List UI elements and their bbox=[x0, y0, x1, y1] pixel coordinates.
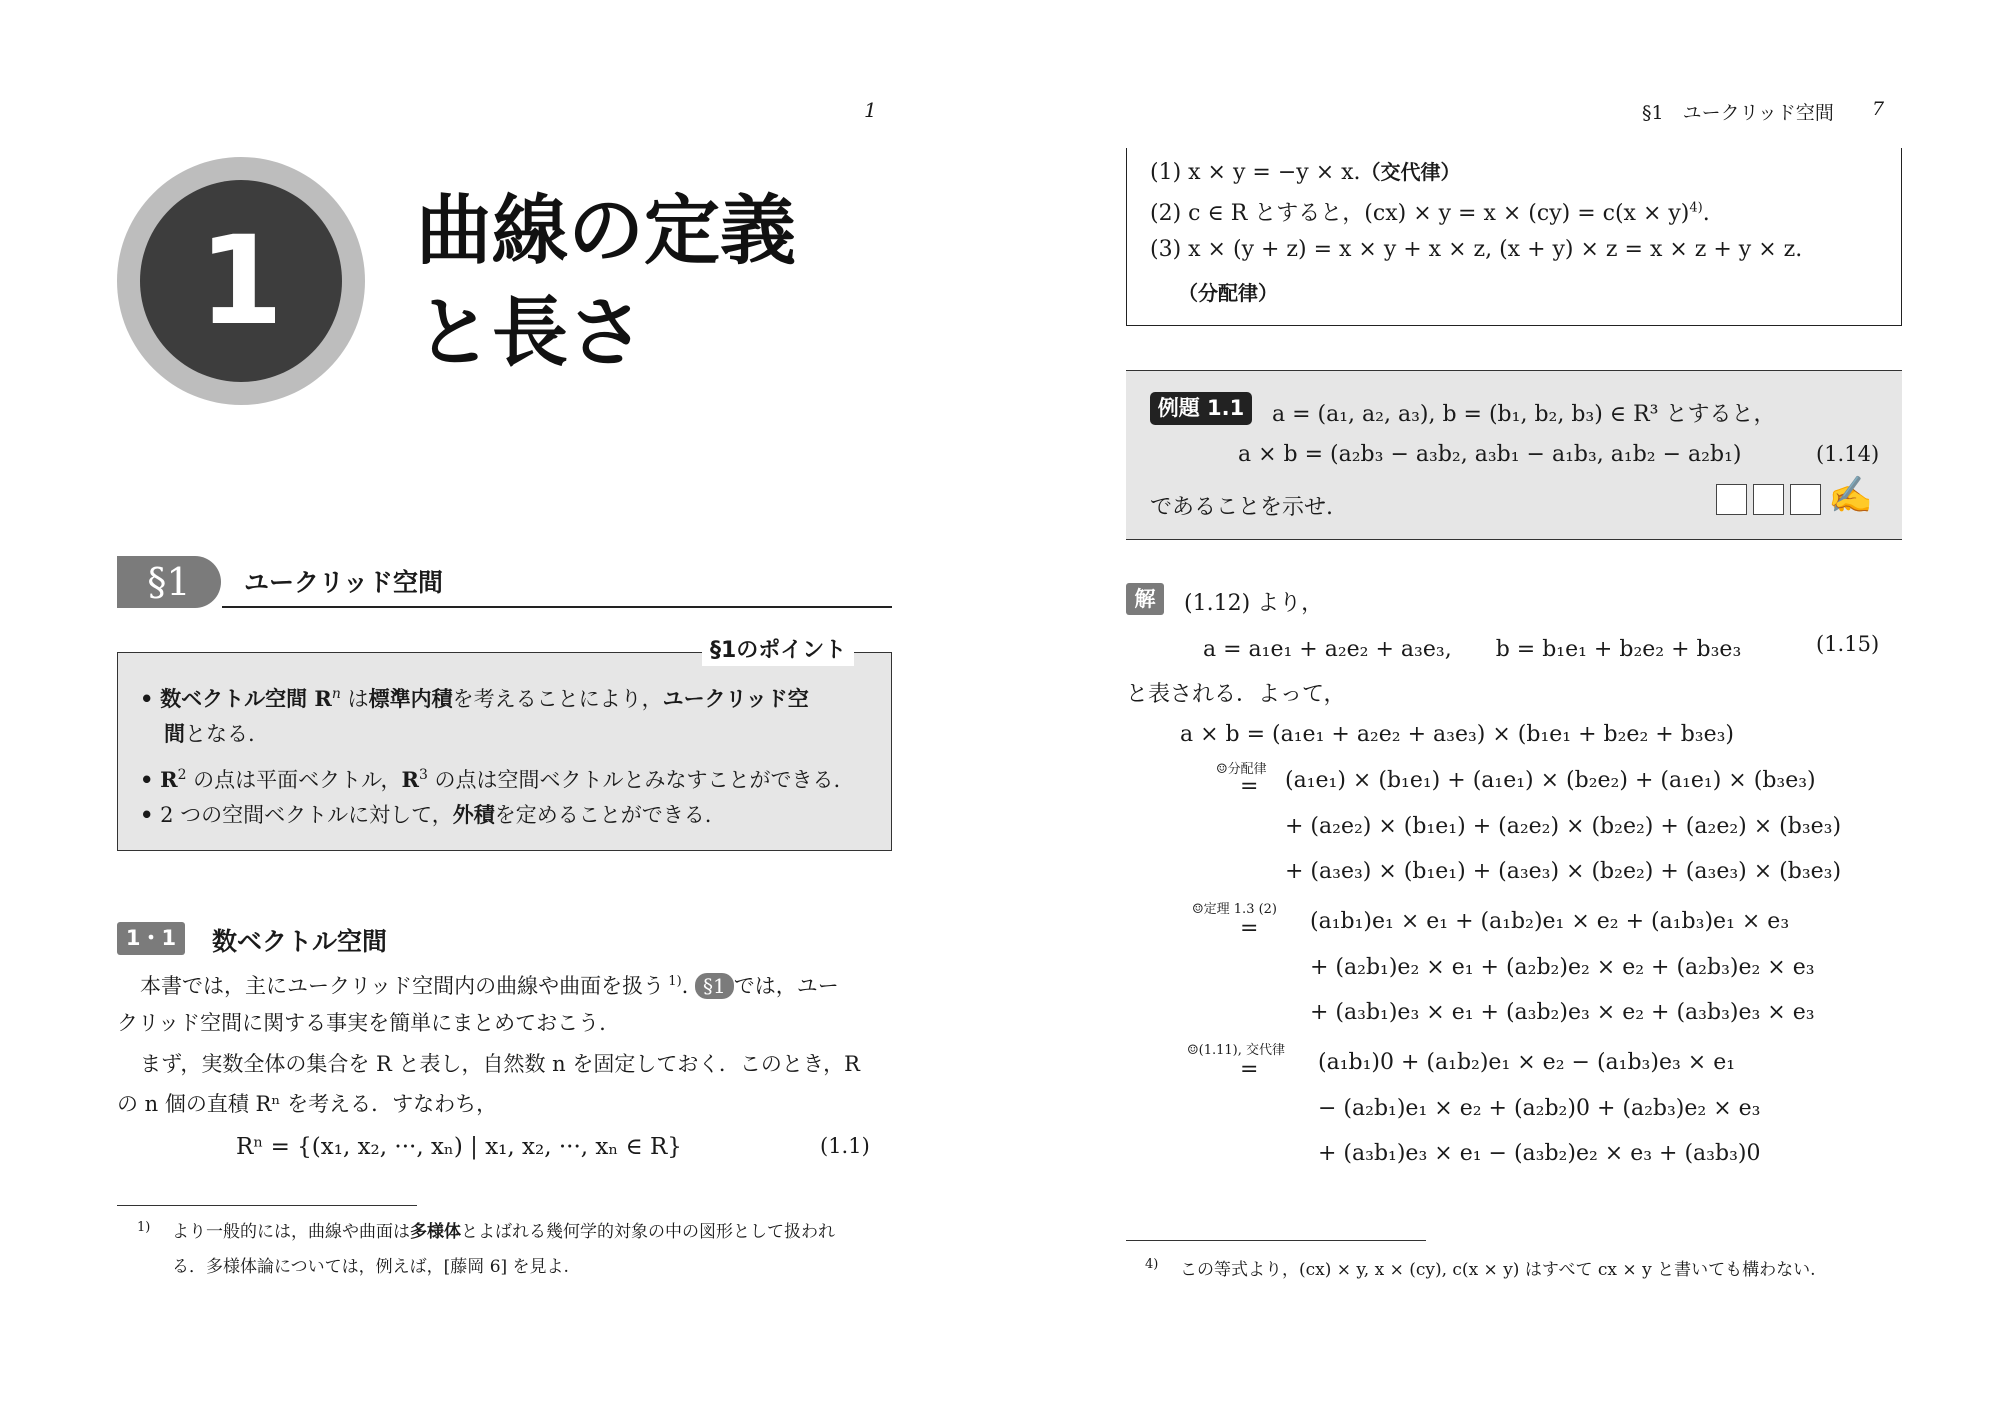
derivation-equals: = bbox=[1240, 774, 1259, 799]
derivation-equals: = bbox=[1240, 916, 1259, 941]
point-bold-text: ユークリッド空 bbox=[662, 687, 809, 711]
derivation-line-8: (a₁b₁)0 + (a₁b₂)e₁ × e₂ − (a₁b₃)e₃ × e₁ bbox=[1318, 1050, 1736, 1075]
point-text: は bbox=[340, 687, 369, 711]
derivation-line-7: + (a₃b₁)e₃ × e₁ + (a₃b₂)e₃ × e₂ + (a₃b₃)e₃ × e₃ bbox=[1310, 1000, 1815, 1025]
point-item-1 bbox=[140, 680, 809, 713]
point-text: を考えることにより， bbox=[452, 687, 663, 711]
point-item-2 bbox=[140, 761, 840, 794]
derivation-line-1: a × b = (a₁e₁ + a₂e₂ + a₃e₃) × (b₁e₁ + b₂e₂ + b₃e₃) bbox=[1180, 722, 1735, 747]
chapter-title bbox=[416, 180, 796, 384]
equation-1-14: a × b = (a₂b₃ − a₃b₂, a₃b₁ − a₁b₃, a₁b₂ − a₂b₁) bbox=[1238, 442, 1742, 467]
check-box-2[interactable] bbox=[1753, 484, 1784, 515]
point-bold-text: 外積 bbox=[452, 803, 495, 827]
section-rule bbox=[222, 606, 892, 608]
pencil-icon: ✍ bbox=[1828, 475, 1873, 516]
body-text: では，ユー bbox=[733, 974, 839, 998]
property-label: （交代律） bbox=[1360, 160, 1461, 184]
equation-1-1: Rⁿ = {(x₁, x₂, ···, xₙ) | x₁, x₂, ···, xₙ ∈ R} bbox=[236, 1134, 682, 1160]
section-tab: §1 bbox=[117, 556, 221, 608]
derivation-annotation-1: ☺分配律 bbox=[1216, 762, 1267, 777]
body-text: 本書では，主にユークリッド空間内の曲線や曲面を扱う bbox=[140, 974, 665, 998]
example-tab: 例題 1.1 bbox=[1150, 392, 1252, 425]
derivation-line-4: + (a₃e₃) × (b₁e₁) + (a₃e₃) × (b₂e₂) + (a₃e₃) × (b₃e₃) bbox=[1285, 859, 1842, 884]
derivation-line-9: − (a₂b₁)e₁ × e₂ + (a₂b₂)0 + (a₂b₃)e₂ × e₃ bbox=[1318, 1096, 1761, 1121]
footnote-mark: 4) bbox=[1145, 1257, 1159, 1272]
derivation-line-2: (a₁e₁) × (b₁e₁) + (a₁e₁) × (b₂e₂) + (a₁e₁) × (b₃e₃) bbox=[1285, 768, 1816, 793]
point-math: R bbox=[401, 767, 419, 792]
equation-number: (1.15) bbox=[1816, 632, 1880, 656]
point-bold-text: 数ベクトル空間 bbox=[160, 687, 308, 711]
property-1 bbox=[1150, 156, 1461, 185]
point-sup: 2 bbox=[177, 767, 187, 783]
property-text: . bbox=[1702, 201, 1710, 226]
footnote-bold: 多様体 bbox=[410, 1222, 461, 1242]
footnote-line-2: る．多様体論については，例えば，[藤岡 6] を見よ. bbox=[172, 1257, 569, 1277]
section-title: ユークリッド空間 bbox=[244, 568, 444, 597]
body-text: . bbox=[681, 974, 689, 998]
property-text: (1) x × y = −y × x. bbox=[1150, 160, 1361, 185]
point-sup: 3 bbox=[418, 767, 428, 783]
chapter-title-line2: と長さ bbox=[416, 288, 644, 377]
derivation-line-10: + (a₃b₁)e₃ × e₁ − (a₃b₂)e₂ × e₃ + (a₃b₃)0 bbox=[1318, 1141, 1761, 1166]
subsection-title: 数ベクトル空間 bbox=[212, 927, 388, 956]
derivation-line-6: + (a₂b₁)e₂ × e₁ + (a₂b₂)e₂ × e₂ + (a₂b₃)e₂ × e₃ bbox=[1310, 955, 1815, 980]
derivation-line-5: (a₁b₁)e₁ × e₁ + (a₁b₂)e₁ × e₂ + (a₁b₃)e₁ × e₃ bbox=[1310, 909, 1790, 934]
equation-number: (1.14) bbox=[1816, 442, 1880, 466]
point-text: の点は平面ベクトル， bbox=[186, 768, 402, 792]
page-number-right: 7 bbox=[1872, 98, 1885, 120]
point-math: R bbox=[160, 767, 178, 792]
solution-text: と表される．よって， bbox=[1126, 682, 1346, 707]
derivation-annotation-2: ☺定理 1.3 (2) bbox=[1192, 902, 1278, 917]
body-line-4: の n 個の直積 Rⁿ を考える．すなわち， bbox=[117, 1092, 498, 1116]
section-ref-tab[interactable]: §1 bbox=[695, 973, 734, 999]
footnote-text: とよばれる幾何学的対象の中の図形として扱われ bbox=[461, 1222, 835, 1242]
check-box-1[interactable] bbox=[1716, 484, 1747, 515]
point-text: の点は空間ベクトルとみなすことができる. bbox=[427, 768, 841, 792]
bullet: • bbox=[140, 768, 154, 792]
point-text: となる. bbox=[185, 722, 255, 746]
derivation-equals: = bbox=[1240, 1057, 1259, 1082]
footnote-rule bbox=[1126, 1240, 1426, 1241]
point-math: R bbox=[307, 686, 332, 711]
derivation-line-3: + (a₂e₂) × (b₁e₁) + (a₂e₂) × (b₂e₂) + (a₂e₂) × (b₃e₃) bbox=[1285, 814, 1842, 839]
property-3: (3) x × (y + z) = x × y + x × z, (x + y) × z = x × z + y × z. bbox=[1150, 237, 1803, 262]
footnote-line-1 bbox=[172, 1221, 835, 1243]
point-item-3 bbox=[140, 801, 711, 829]
point-sup: n bbox=[331, 686, 341, 702]
derivation-annotation-3: ☺(1.11), 交代律 bbox=[1187, 1043, 1286, 1058]
example-statement: a = (a₁, a₂, a₃), b = (b₁, b₂, b₃) ∈ R³ とすると， bbox=[1272, 402, 1776, 427]
footnote-ref[interactable]: 4) bbox=[1689, 200, 1703, 216]
body-line-2: クリッド空間に関する事実を簡単にまとめておこう. bbox=[117, 1011, 606, 1035]
solution-tab: 解 bbox=[1126, 583, 1164, 615]
point-text: 2 つの空間ベクトルに対して， bbox=[160, 803, 453, 827]
page-number-left: 1 bbox=[864, 98, 877, 122]
bullet: • bbox=[140, 803, 154, 827]
example-closing: であることを示せ. bbox=[1150, 495, 1333, 520]
footnote-rule bbox=[117, 1205, 417, 1206]
solution-intro: (1.12) より， bbox=[1184, 591, 1324, 616]
point-text: を定めることができる. bbox=[494, 803, 712, 827]
body-line-3: まず，実数全体の集合を R と表し，自然数 n を固定しておく．このとき，R bbox=[140, 1052, 860, 1076]
bullet: • bbox=[140, 687, 154, 711]
property-text: (2) c ∈ R とすると，(cx) × y = x × (cy) = c(x × y) bbox=[1150, 201, 1690, 226]
check-box-3[interactable] bbox=[1790, 484, 1821, 515]
footnote-mark: 1) bbox=[137, 1220, 151, 1235]
equation-1-15: a = a₁e₁ + a₂e₂ + a₃e₃, b = b₁e₁ + b₂e₂ + b₃e₃ bbox=[1203, 637, 1742, 662]
property-2 bbox=[1150, 196, 1710, 227]
body-line-1 bbox=[140, 968, 839, 1000]
footnote-text: この等式より，(cx) × y, x × (cy), c(x × y) はすべて cx × y と書いても構わない. bbox=[1180, 1260, 1816, 1280]
chapter-title-line1: 曲線の定義 bbox=[416, 186, 796, 275]
property-3-label: （分配律） bbox=[1178, 281, 1278, 305]
chapter-number: 1 bbox=[140, 180, 342, 382]
point-bold-text: 間 bbox=[164, 722, 185, 746]
equation-number: (1.1) bbox=[820, 1134, 870, 1158]
points-box-label: §1のポイント bbox=[702, 636, 854, 666]
point-item-1-cont bbox=[164, 720, 255, 748]
point-bold-text: 標準内積 bbox=[368, 687, 453, 711]
footnote-text: より一般的には，曲線や曲面は bbox=[172, 1222, 410, 1242]
running-header-section: §1 ユークリッド空間 bbox=[1642, 102, 1834, 124]
subsection-tab: 1・1 bbox=[117, 922, 185, 955]
footnote-ref[interactable]: 1) bbox=[664, 974, 682, 989]
